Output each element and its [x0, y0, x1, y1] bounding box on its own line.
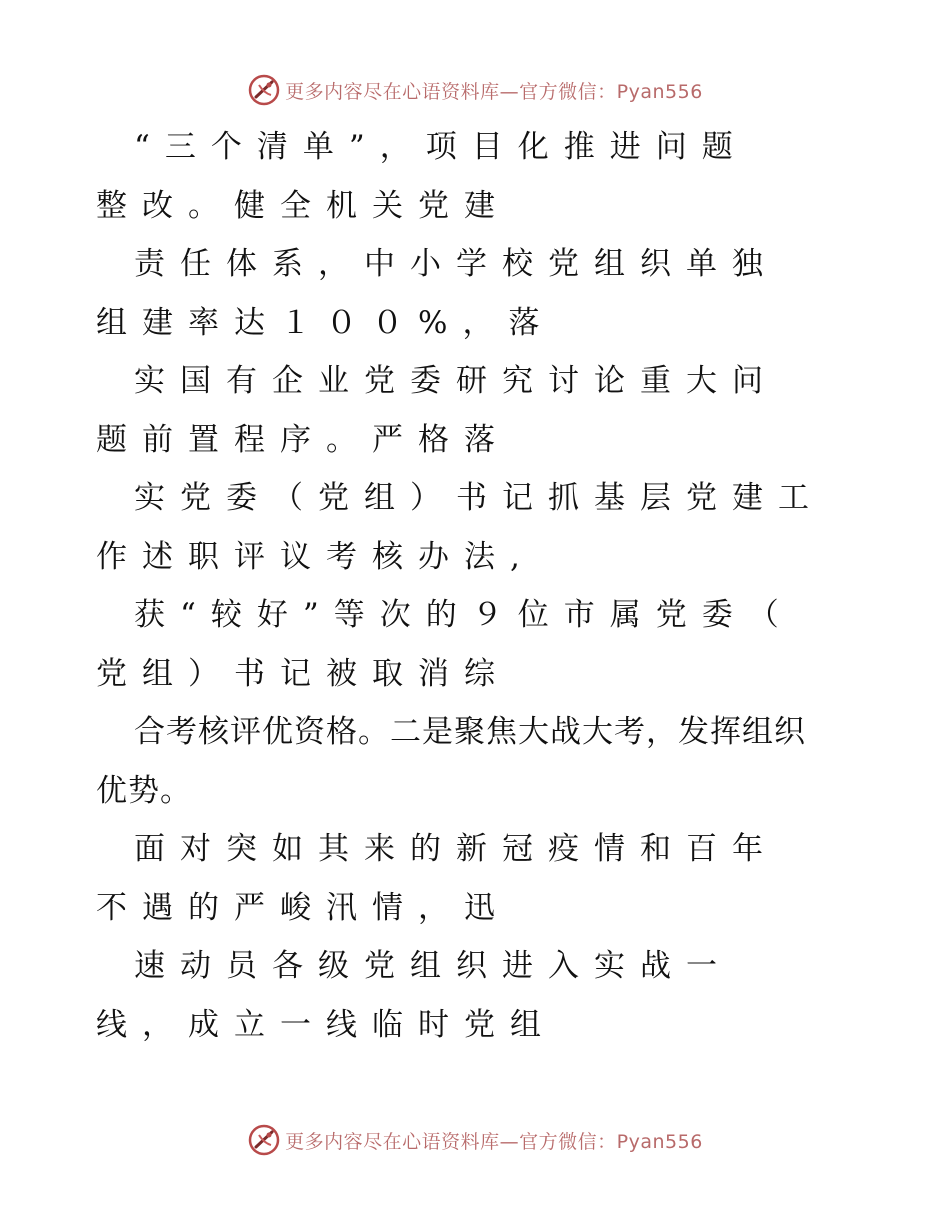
- text-line: 整改。健全机关党建: [96, 187, 510, 224]
- logo-icon: [247, 1123, 281, 1157]
- text-line: 实国有企业党委研究讨论重大问: [134, 363, 778, 399]
- footer-banner: [0, 1120, 950, 1160]
- text-line: 作述职评议考核办法,: [96, 538, 535, 575]
- text-line: 题前置程序。严格落: [96, 421, 510, 458]
- text-line: 速动员各级党组织进入实战一: [134, 948, 732, 984]
- text-line: 面对突如其来的新冠疫情和百年: [134, 831, 778, 867]
- header-banner: [0, 70, 950, 110]
- text-line: 组建率达１００%，落: [96, 304, 555, 341]
- text-line: 党组）书记被取消综: [96, 655, 510, 692]
- header-banner-text: 更多内容尽在心语资料库—官方微信：Pyan556: [285, 80, 703, 103]
- text-line: 不遇的严峻汛情，迅: [96, 889, 510, 926]
- text-line: 获“较好”等次的９位市属党委（: [134, 597, 794, 633]
- text-line: 合考核评优资格。二是聚焦大战大考，发挥组织: [134, 714, 806, 750]
- footer-banner-text: 更多内容尽在心语资料库—官方微信：Pyan556: [285, 1130, 703, 1153]
- document-body: [96, 118, 856, 1054]
- text-line: 优势。: [96, 772, 192, 809]
- text-line: 责任体系，中小学校党组织单独: [134, 246, 778, 282]
- text-line: 线，成立一线临时党组: [96, 1006, 556, 1043]
- text-line: “三个清单”，项目化推进问题: [134, 129, 748, 165]
- text-line: 实党委（党组）书记抓基层党建工: [134, 480, 824, 516]
- logo-icon: [247, 73, 281, 107]
